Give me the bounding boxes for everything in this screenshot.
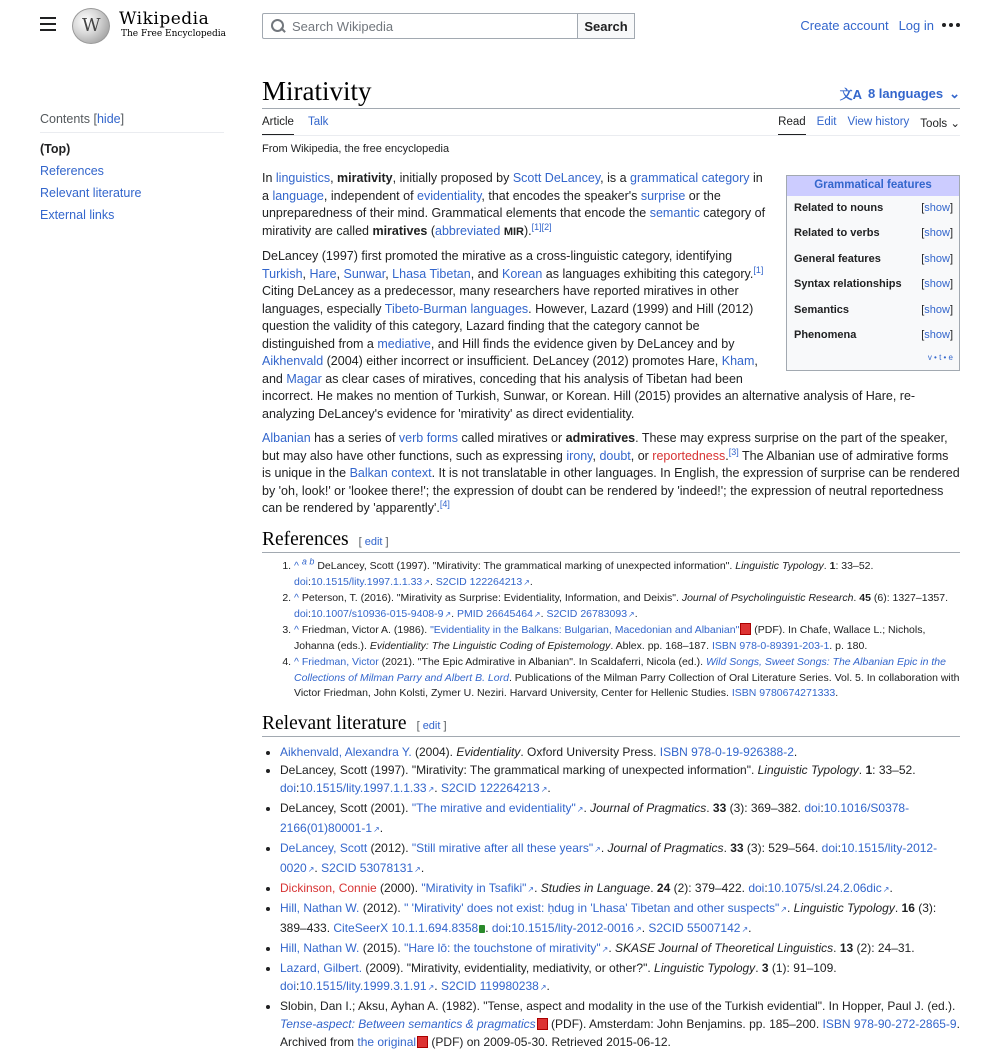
show-toggle[interactable]: show bbox=[924, 278, 950, 290]
show-toggle[interactable]: show bbox=[924, 201, 950, 214]
pdf-icon bbox=[417, 1036, 428, 1048]
toc-item-references[interactable]: References bbox=[40, 164, 104, 178]
list-item: • Hill, Nathan W. (2015). "Hare lō: the touchstone of mirativity" ↗ . SKASE Journal of Theoretical Linguistics. 13 (2): 24–31. bbox=[280, 939, 960, 959]
references-list bbox=[294, 556, 960, 702]
navbox-title[interactable]: Grammatical features bbox=[787, 176, 959, 196]
toc-item-external-links[interactable]: External links bbox=[40, 208, 115, 222]
navbox-row-syntax: Syntax relationships [show] bbox=[794, 278, 953, 290]
list-item: • Dickinson, Connie (2000). "Mirativity in Tsafiki" ↗ . Studies in Language. 24 (2): 379–422. doi:10.1075/sl.24.2.06dic ↗ . bbox=[280, 879, 960, 899]
tab-edit[interactable]: Edit bbox=[816, 116, 837, 128]
toc-item-top[interactable]: (Top) bbox=[40, 142, 71, 156]
tab-talk[interactable]: Talk bbox=[307, 116, 329, 128]
list-item: • Aikhenvald, Alexandra Y. (2004). Evidentiality. Oxford University Press. ISBN 978-0-19-926388-2. bbox=[280, 743, 960, 761]
list-item: • DeLancey, Scott (2012). "Still mirative after all these years" ↗ . Journal of Pragmatics. 33 (3): 529–564. doi:10.1515/lity-2012-0020 ↗ . S2CID 53078131 ↗ . bbox=[280, 839, 960, 879]
search-box[interactable] bbox=[262, 13, 578, 39]
show-toggle[interactable]: show bbox=[924, 252, 950, 265]
tab-read[interactable]: Read bbox=[778, 116, 806, 136]
navbox-row-nouns: Related to nouns [show] bbox=[794, 201, 953, 214]
paragraph: DeLancey (1997) first promoted the mirative as a cross-linguistic category, identifying Turkish, Hare, Sunwar, Lhasa Tibetan, and Korean as languages exhibiting this category.[1] Citing DeLancey as a predecessor, many researchers have reported miratives in other languages, especially Tibeto-Burman languages. However, Lazard (1999) and Hill (2012) question the validity of this category, Lazard finding that the category cannot be distinguished from a mediative, and Hill finds the evidence given by DeLancey and by Aikhenvald (2004) either incorrect or insufficient. DeLancey (2012) promotes Hare, Kham, and Magar as clear cases of miratives, conceding that his analysis of Tibetan had been incorrect. He makes no mention of Turkish, Sunwar, or Korean. Hill (2015) provides an alternative analysis of Hare, re-analyzing DeLancey's evidence for 'mirativity' as direct evidentiality. bbox=[262, 249, 916, 421]
literature-list bbox=[280, 743, 960, 1051]
navbox-row-phenomena: Phenomena [show] bbox=[794, 329, 953, 341]
search-icon bbox=[271, 19, 285, 33]
show-toggle[interactable]: show bbox=[924, 303, 950, 316]
list-item: 3. ^ Friedman, Victor A. (1986). "Evidentiality in the Balkans: Bulgarian, Macedonian and Albanian" (PDF). In Chafe, Wallace L.; Nichols, Johanna (eds.). Evidentiality: The Linguistic Coding of Epistemology. Ablex. pp. 168–187. ISBN 978-0-89391-203-1. p. 180. bbox=[294, 623, 960, 654]
navbox-row-verbs: Related to verbs [show] bbox=[794, 227, 953, 239]
main-menu-icon[interactable] bbox=[40, 17, 56, 31]
show-toggle[interactable]: show bbox=[924, 329, 950, 341]
toc-header: Contents [hide] bbox=[40, 112, 224, 133]
relevant-literature-heading: Relevant literature [ edit ] bbox=[262, 715, 960, 738]
user-links bbox=[800, 18, 934, 33]
page-title: Mirativity bbox=[262, 76, 372, 106]
list-item: • Lazard, Gilbert. (2009). "Mirativity, evidentiality, mediativity, or other?". Linguistic Typology. 3 (1): 91–109. doi:10.1515/lity.1999.3.1.91 ↗ . S2CID 119980238 ↗ . bbox=[280, 959, 960, 997]
list-item: • DeLancey, Scott (2001). "The mirative and evidentiality" ↗ . Journal of Pragmatics. 33 (3): 369–382. doi:10.1016/S0378-2166(01)80001-1 ↗ . bbox=[280, 799, 960, 839]
vte-links[interactable]: v • t • e bbox=[927, 352, 953, 362]
references-heading: References [ edit ] bbox=[262, 531, 960, 554]
toc-hide-link[interactable]: hide bbox=[96, 112, 121, 126]
list-item: • DeLancey, Scott (1997). "Mirativity: The grammatical marking of unexpected information". Linguistic Typology. 1: 33–52. doi:10.1515/lity.1997.1.1.33 ↗ . S2CID 122264213 ↗ . bbox=[280, 761, 960, 799]
language-count: 8 languages bbox=[867, 86, 944, 101]
list-item: 1. ^ $^{a b}$ DeLancey, Scott (1997). "Mirativity: The grammatical marking of unexpected information". Linguistic Typology. 1: 33–52. doi:10.1515/lity.1997.1.1.33 ↗ . S2CID 122264213 ↗ . bbox=[294, 559, 960, 590]
list-item: • Hill, Nathan W. (2012). " 'Mirativity' does not exist: ḥdug in 'Lhasa' Tibetan and other suspects" ↗ . Linguistic Typology. 16 (3): 389–433. CiteSeerX 10.1.1.694.8358 . doi:10.1515/lity-2012-0016 ↗ . S2CID 55007142 ↗ . bbox=[280, 899, 960, 939]
tab-article[interactable]: Article bbox=[262, 116, 294, 136]
toc-heading: Contents bbox=[40, 112, 91, 126]
show-toggle[interactable]: show bbox=[924, 227, 950, 239]
pdf-icon bbox=[740, 623, 751, 635]
pdf-icon bbox=[537, 1018, 548, 1030]
list-item: 2. ^ Peterson, T. (2016). "Mirativity as Surprise: Evidentiality, Information, and Deixis". Journal of Psycholinguistic Research. 45 (6): 1327–1357. doi:10.1007/s10936-015-9408-9 ↗ . PMID 26645464 ↗ . S2CID 26783093 ↗ . bbox=[294, 591, 960, 622]
tab-view-history[interactable]: View history bbox=[847, 116, 910, 128]
paragraph: Albanian has a series of verb forms called miratives or admiratives. These may express surprise on the part of the speaker, but may also have other functions, such as expressing irony, doubt, or reportedness.[3] The Albanian use of admirative forms is unique in the Balkan context. It is not translatable in other languages. In English, the expression of surprise can be rendered by 'oh, look!' or 'lookee there!'; the expression of doubt can be rendered by 'indeed!'; the expression of neutral reportedness can be rendered by 'apparently'.[4] bbox=[262, 431, 960, 515]
language-selector[interactable] bbox=[840, 84, 960, 103]
search-button[interactable]: Search bbox=[577, 13, 635, 39]
wikipedia-wordmark[interactable]: Wikipedia bbox=[119, 9, 210, 29]
tab-tools[interactable]: Tools ⌄ bbox=[920, 118, 960, 130]
from-wikipedia-note: From Wikipedia, the free encyclopedia bbox=[262, 143, 450, 155]
wikipedia-globe-logo[interactable] bbox=[72, 8, 110, 44]
article-body bbox=[262, 170, 960, 1051]
search-input[interactable] bbox=[292, 19, 572, 34]
edit-section-link[interactable]: edit bbox=[364, 535, 383, 548]
grammatical-features-navbox bbox=[786, 175, 960, 371]
wikipedia-tagline: The Free Encyclopedia bbox=[121, 29, 226, 39]
toc-item-relevant-literature[interactable]: Relevant literature bbox=[40, 186, 142, 200]
navbox-row-general: General features [show] bbox=[794, 252, 953, 265]
open-access-lock-icon bbox=[479, 925, 485, 933]
more-options-icon[interactable] bbox=[942, 23, 960, 27]
list-item: 4. ^ Friedman, Victor (2021). "The Epic Admirative in Albanian". In Scaldaferri, Nicola (ed.). Wild Songs, Sweet Songs: The Albanian Epic in the Collections of Milman Parry and Albert B. Lord. Publications of the Milman Parry Collection of Oral Literature Series. Vol. 5. In collaboration with Victor Friedman, John Kolsti, Zymer U. Neziri. Harvard University, Center for Hellenic Studies. ISBN 9780674271333. bbox=[294, 655, 960, 702]
edit-section-link[interactable]: edit bbox=[422, 719, 441, 732]
log-in-link[interactable]: Log in bbox=[898, 18, 934, 33]
view-tabs bbox=[778, 116, 960, 136]
navbox-row-semantics: Semantics [show] bbox=[794, 303, 953, 316]
namespace-tabs bbox=[262, 116, 328, 136]
paragraph: In linguistics, mirativity, initially proposed by Scott DeLancey, is a grammatical category in a language, independent of evidentiality, that encodes the speaker's surprise or the unpreparedness of their mind. Grammatical elements that encode the semantic category of mirativity are called miratives (abbreviated MIR).[1][2] bbox=[262, 171, 766, 238]
chevron-down-icon: ⌄ bbox=[949, 85, 960, 101]
table-of-contents bbox=[40, 112, 224, 222]
list-item: • Slobin, Dan I.; Aksu, Ayhan A. (1982). "Tense, aspect and modality in the use of the Turkish evidential". In Hopper, Paul J. (ed.). Tense-aspect: Between semantics & pragmatics (PDF). Amsterdam: John Benjamins. pp. 185–200. ISBN 978-90-272-2865-9. Archived from the original (PDF) on 2009-05-30. Retrieved 2015-06-12. bbox=[280, 997, 960, 1051]
translate-icon: 文A bbox=[839, 87, 862, 102]
create-account-link[interactable]: Create account bbox=[800, 18, 889, 33]
tools-label: Tools bbox=[920, 118, 948, 130]
